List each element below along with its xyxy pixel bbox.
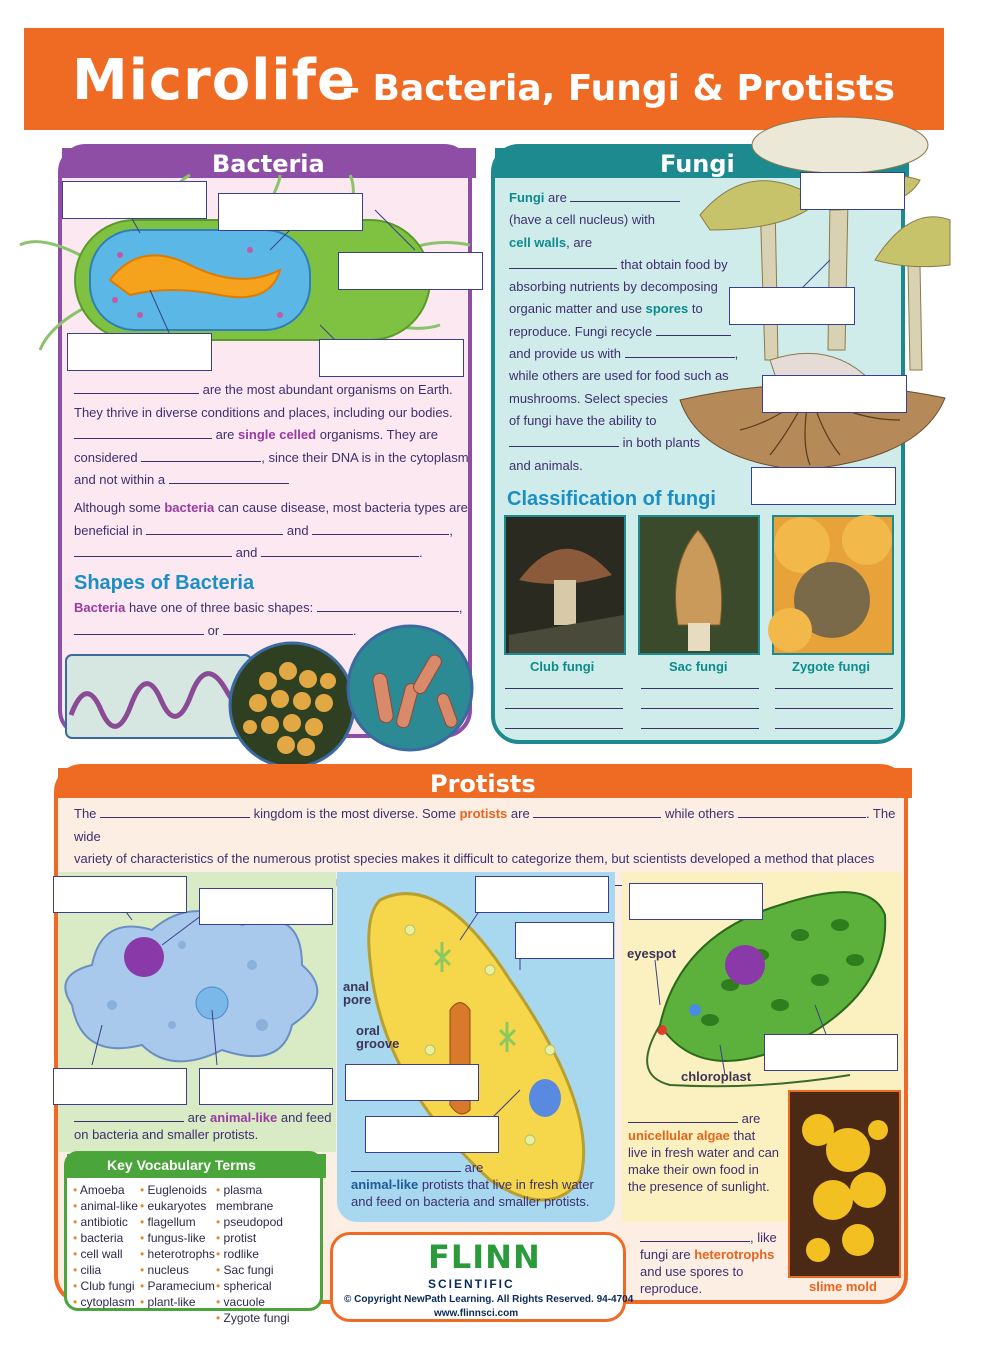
club-fungi-image [504,515,626,655]
blank[interactable] [141,448,261,462]
bacteria-label-box-3[interactable] [338,252,483,290]
shapes-paragraph: Bacteria have one of three basic shapes: , or . [74,600,463,638]
flinn-logo: FLINN [428,1238,541,1276]
amoeba-text: are animal-like and feed on bacteria and smaller protists. [74,1110,332,1142]
bacteria-paragraph-1: are the most abundant organisms on Earth. They thrive in diverse conditions and places, including our bodies. are single celled organisms. They are considered , since their DNA is in the cytoplasm and not within a [74,382,469,487]
blank[interactable] [146,521,283,535]
vocabulary-title: Key Vocabulary Terms [107,1157,256,1173]
bacteria-title: Bacteria [212,150,325,178]
protists-title: Protists [430,770,536,798]
spiral-bacteria-image [66,655,251,738]
fungi-label-box-1[interactable] [800,172,905,210]
amoeba-label-box-3[interactable] [53,1068,187,1105]
bacteria-label-box-5[interactable] [319,339,464,377]
blank[interactable] [509,255,617,269]
paramecium-label-box-2[interactable] [515,922,614,959]
page-subtitle: – Bacteria, Fungi & Protists [342,68,895,109]
copyright: © Copyright NewPath Learning. All Rights Reserved. 94-4704 [344,1294,634,1305]
slime-mold-image [788,1090,901,1278]
classification-heading: Classification of fungi [507,488,716,510]
amoeba-label-box-2[interactable] [199,888,333,925]
bacteria-label-box-2[interactable] [218,193,363,231]
blank[interactable] [312,521,449,535]
blank[interactable] [100,804,250,818]
page-title: Microlife [72,48,356,113]
zygote-fungi-label: Zygote fungi [792,659,870,674]
paramecium-label-box-4[interactable] [365,1116,499,1153]
blank[interactable] [74,621,204,635]
amoeba-label-box-4[interactable] [199,1068,333,1105]
blank[interactable] [74,1108,184,1122]
flinn-logo-sub: SCIENTIFIC [428,1277,515,1291]
zygote-fungi-image [772,515,894,655]
euglena-text: are unicellular algae that live in fresh water and can make their own food in the presence of sunlight. [628,1111,780,1194]
blank[interactable] [625,344,735,358]
website-link[interactable]: www.flinnsci.com [434,1308,519,1319]
paramecium-text: are animal-like protists that live in fresh water and feed on bacteria and smaller protists. [351,1160,594,1209]
blank[interactable] [74,543,232,557]
shapes-of-bacteria-heading: Shapes of Bacteria [74,572,255,594]
protists-intro: The kingdom is the most diverse. Some protists are while others . The wide variety of characteristics of the numerous protist species makes it difficult to categorize them, but scientists developed a method that places [74,803,899,893]
blank[interactable] [570,188,680,202]
paramecium-label-box-1[interactable] [475,876,609,913]
oral-groove-label: oral groove [356,1023,400,1051]
blank[interactable] [351,1158,461,1172]
eyespot-label: eyespot [627,946,677,961]
bacteria-label-box-1[interactable] [62,181,207,219]
euglena-label-box-2[interactable] [764,1034,898,1071]
fungus-like-text: , like fungi are heterotrophs and use spores to reproduce. [640,1230,777,1296]
bacteria-label-box-4[interactable] [67,333,212,371]
vocab-column-3: • plasma membrane • pseudopod • protist • rodlike • Sac fungi • spherical • vacuole • Zygote fungi [216,1182,320,1326]
chloroplast-label: chloroplast [681,1069,752,1084]
rodlike-bacteria-image [346,623,474,753]
paramecium-label-box-3[interactable] [345,1064,479,1101]
blank[interactable] [223,621,353,635]
blank[interactable] [317,598,459,612]
fungi-label-box-3[interactable] [762,375,907,413]
euglena-label-box-1[interactable] [629,883,763,920]
fungi-title: Fungi [660,150,735,178]
spherical-bacteria-image [228,641,356,769]
slime-mold-label: slime mold [809,1279,877,1294]
blank[interactable] [74,425,212,439]
blank[interactable] [656,322,731,336]
blank[interactable] [628,1109,738,1123]
vocabulary-box [64,1151,323,1325]
sac-fungi-image [638,515,760,655]
anal-pore-label: anal pore [343,979,372,1007]
amoeba-label-box-1[interactable] [53,876,187,913]
blank[interactable] [169,470,289,484]
vocab-column-1: • Amoeba • animal-like • antibiotic • bacteria • cell wall • cilia • Club fungi • cytoplasm [73,1182,138,1310]
sac-fungi-label: Sac fungi [669,659,728,674]
fungi-answer-lines [505,680,895,736]
blank[interactable] [738,804,866,818]
blank[interactable] [533,804,661,818]
blank[interactable] [509,433,619,447]
blank[interactable] [74,380,199,394]
blank[interactable] [640,1228,750,1242]
fungi-paragraph: Fungi are (have a cell nucleus) with cell walls, are that obtain food by absorbing nutrients by decomposing organic matter and use spores to reproduce. Fungi recycle and provide us with , while others are used for food such as mushrooms. Select species of fungi have the ability to in both plants and animals. [509,190,739,473]
blank[interactable] [261,543,419,557]
fungi-label-box-4[interactable] [751,467,896,505]
club-fungi-label: Club fungi [530,659,595,674]
bacteria-paragraph-2: Although some bacteria can cause disease, most bacteria types are beneficial in and , and . [74,500,468,560]
vocab-column-2: • Euglenoids • eukaryotes • flagellum • fungus-like • heterotrophs • nucleus • Paramecium • plant-like [140,1182,215,1310]
